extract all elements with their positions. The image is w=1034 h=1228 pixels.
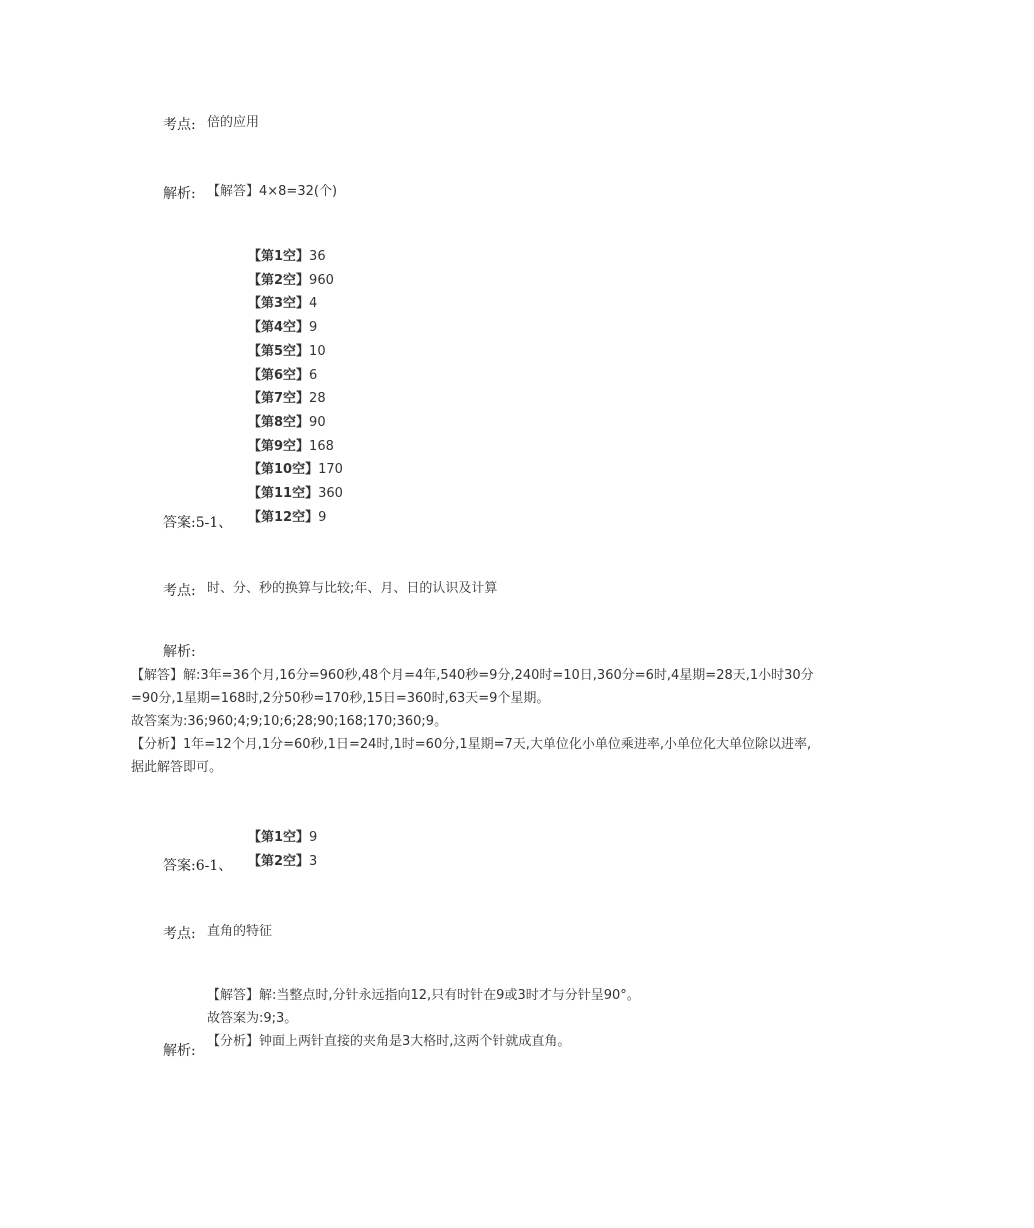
q5-jiexi-line: 【分析】1年=12个月,1分=60秒,1日=24时,1时=60分,1星期=7天,大单位化小单位乘进率,小单位化大单位除以进率, [131, 737, 812, 752]
blank-value: 90 [309, 414, 326, 430]
blank-value: 36 [309, 249, 326, 264]
blank-value: 170 [318, 462, 343, 478]
q5-blank-3 [248, 292, 317, 311]
q5-jiexi-label: 解析: [163, 644, 196, 660]
blank-tag: 【第10空】 [248, 462, 319, 478]
blank-tag: 【第2空】 [248, 272, 310, 288]
blank-tag: 【第9空】 [248, 438, 310, 454]
q6-blank-2 [248, 850, 317, 869]
q5-kaodian-value: 时、分、秒的换算与比较;年、月、日的认识及计算 [207, 581, 498, 596]
blank-value: 4 [309, 296, 318, 312]
blank-value: 168 [309, 438, 334, 454]
q5-answer-label: 答案:5-1、 [163, 515, 233, 531]
q5-blank-2 [248, 269, 334, 288]
blank-tag: 【第4空】 [248, 320, 310, 336]
blank-tag: 【第6空】 [248, 367, 310, 383]
blank-tag: 【第8空】 [248, 414, 310, 430]
q5-blank-7 [248, 387, 326, 406]
q5-blank-1 [248, 245, 326, 264]
blank-tag: 【第3空】 [248, 296, 310, 312]
q4-jiexi-label: 解析: [163, 186, 196, 202]
blank-tag: 【第11空】 [248, 486, 319, 501]
q5-blank-9 [248, 435, 334, 454]
q4-kaodian-value: 倍的应用 [207, 115, 260, 130]
q5-jiexi-line: =90分,1星期=168时,2分50秒=170秒,15日=360时,63天=9个星期。 [131, 691, 550, 706]
blank-tag: 【第12空】 [248, 509, 319, 525]
q5-jiexi-line: 据此解答即可。 [131, 760, 223, 775]
blank-value: 3 [309, 854, 318, 869]
q6-kaodian-value: 直角的特征 [207, 924, 273, 939]
q5-jiexi-line: 【解答】解:3年=36个月,16分=960秒,48个月=4年,540秒=9分,240时=10日,360分=6时,4星期=28天,1小时30分 [131, 668, 814, 683]
q5-jiexi-line: 故答案为:36;960;4;9;10;6;28;90;168;170;360;9。 [131, 714, 448, 729]
q6-jiexi-label: 解析: [163, 1043, 196, 1059]
q6-jiexi-body [207, 984, 640, 1053]
q6-jiexi-line: 【分析】钟面上两针直接的夹角是3大格时,这两个针就成直角。 [207, 1034, 571, 1049]
q5-blank-6 [248, 364, 317, 383]
blank-value: 9 [318, 509, 327, 525]
blank-value: 9 [309, 320, 318, 336]
blank-value: 6 [309, 367, 318, 383]
q4-kaodian-label: 考点: [163, 117, 196, 133]
q4-jiexi-value: 【解答】4×8=32(个) [207, 184, 338, 199]
q5-blank-12 [248, 506, 326, 525]
q5-blank-4 [248, 316, 317, 335]
blank-tag: 【第7空】 [248, 391, 310, 407]
q6-kaodian-label: 考点: [163, 926, 196, 942]
blank-tag: 【第1空】 [248, 249, 310, 264]
q5-jiexi-body [131, 664, 814, 779]
blank-value: 9 [309, 830, 318, 845]
blank-tag: 【第1空】 [248, 830, 310, 845]
blank-value: 960 [309, 272, 334, 288]
q5-blank-5 [248, 340, 326, 359]
blank-tag: 【第5空】 [248, 343, 310, 359]
blank-value: 10 [309, 343, 326, 359]
blank-value: 360 [318, 486, 343, 501]
q5-kaodian-label: 考点: [163, 583, 196, 599]
blank-value: 28 [309, 391, 326, 407]
q5-blank-8 [248, 411, 326, 430]
blank-tag: 【第2空】 [248, 854, 310, 869]
q5-blank-10 [248, 458, 343, 477]
q6-jiexi-line: 故答案为:9;3。 [207, 1011, 298, 1026]
q5-blank-11 [248, 482, 343, 501]
q6-blank-1 [248, 826, 317, 845]
q6-jiexi-line: 【解答】解:当整点时,分针永远指向12,只有时针在9或3时才与分针呈90°。 [207, 988, 640, 1003]
q6-answer-label: 答案:6-1、 [163, 858, 233, 874]
